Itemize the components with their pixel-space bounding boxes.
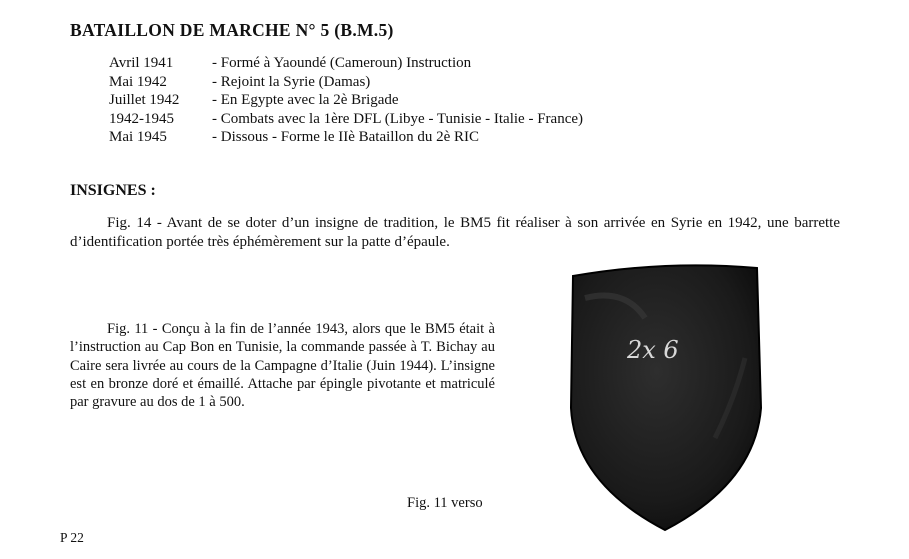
insignes-heading: INSIGNES :	[70, 182, 156, 199]
chronology-date: Mai 1945	[109, 129, 167, 145]
chronology-row	[109, 110, 583, 129]
chronology-list	[109, 54, 583, 147]
chronology-event: - Rejoint la Syrie (Damas)	[212, 73, 371, 90]
chronology-row	[109, 128, 583, 147]
chronology-date: Mai 1942	[109, 73, 167, 90]
fig14-paragraph: Fig. 14 - Avant de se doter d’un insigne de tradition, le BM5 fit réaliser à son arrivée en Syrie en 1942, une barrette d’identification portée très éphémèrement sur la patte d’épaule.	[70, 215, 840, 250]
chronology-event: - En Egypte avec la 2è Brigade	[212, 92, 399, 108]
page-number: P 22	[60, 530, 84, 545]
fig11-paragraph: Fig. 11 - Conçu à la fin de l’année 1943, alors que le BM5 était à l’instruction au Cap Bon en Tunisie, la commande passée à T. Bichay au Caire sera livrée au cours de la Campagne d’Italie (Juin 1944). L’insigne est en bronze doré et émaillé. Attache par épingle pivotante et matriculé par gravure au dos de 1 à 500.	[70, 321, 495, 411]
chronology-date: Avril 1941	[109, 55, 174, 71]
chronology-row	[109, 73, 583, 92]
chronology-event: - Formé à Yaoundé (Cameroun) Instruction	[212, 55, 472, 71]
badge-verso-image	[565, 258, 765, 536]
chronology-date: Juillet 1942	[109, 92, 180, 108]
chronology-row	[109, 54, 583, 73]
figure-caption: Fig. 11 verso	[407, 495, 483, 511]
badge-engraving-text: 2x 6	[627, 336, 679, 364]
chronology-row	[109, 91, 583, 110]
page-title: BATAILLON DE MARCHE N° 5 (B.M.5)	[70, 20, 394, 40]
chronology-event: - Combats avec la 1ère DFL (Libye - Tunisie - Italie - France)	[212, 110, 584, 127]
chronology-event: - Dissous - Forme le IIè Bataillon du 2è RIC	[212, 129, 480, 145]
chronology-date: 1942-1945	[109, 110, 174, 127]
